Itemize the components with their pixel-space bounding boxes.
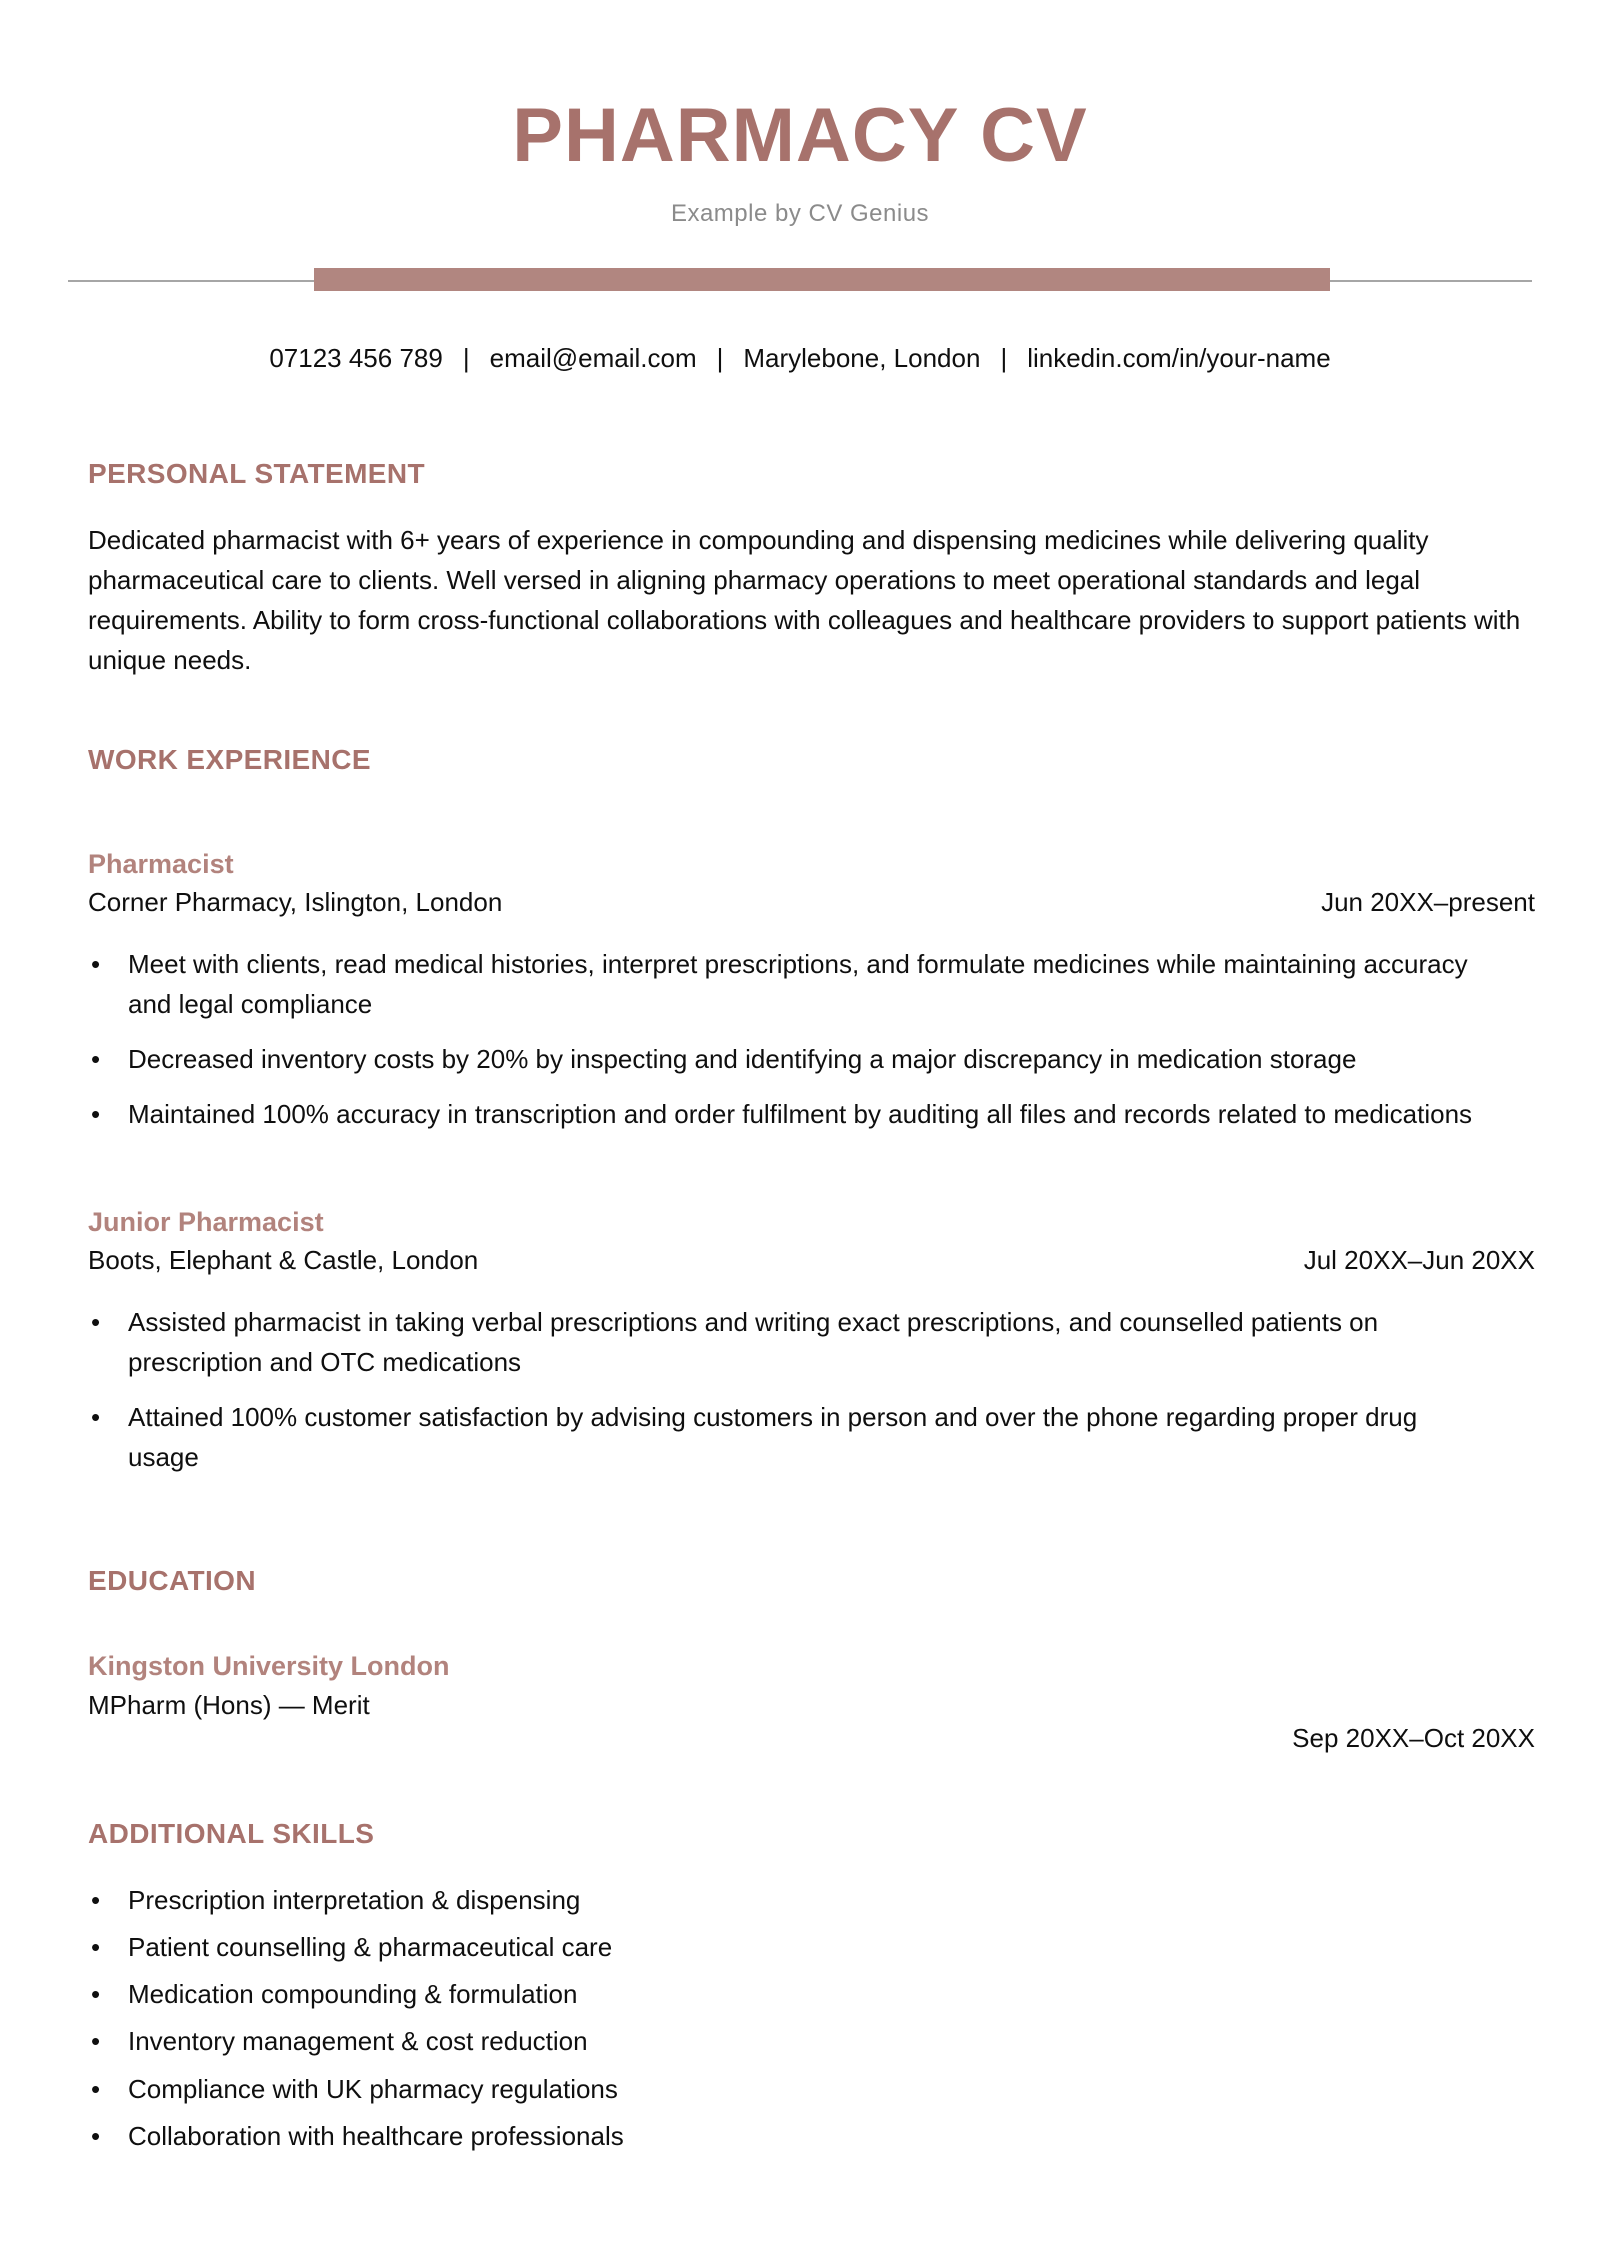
job-company: Boots, Elephant & Castle, London (88, 1245, 479, 1276)
personal-statement-heading: PERSONAL STATEMENT (88, 458, 425, 489)
contact-separator: | (1000, 343, 1008, 373)
job-dates: Jun 20XX–present (1321, 887, 1535, 918)
skill-item: • Patient counselling & pharmaceutical care (88, 1927, 1535, 1967)
skill-item: • Medication compounding & formulation (88, 1974, 1535, 2014)
divider-accent-bar (314, 268, 1330, 291)
job-entry-2 (88, 1207, 1535, 1477)
education-heading: EDUCATION (88, 1565, 256, 1597)
bullet-item: • Meet with clients, read medical histories, interpret prescriptions, and formulate medicines while maintaining accuracy and legal compliance (88, 944, 1535, 1024)
job-entry-1 (88, 849, 1535, 1134)
bullet-item: • Maintained 100% accuracy in transcription and order fulfilment by auditing all files and records related to medications (88, 1094, 1535, 1134)
personal-statement-text: Dedicated pharmacist with 6+ years of experience in compounding and dispensing medicines while delivering quality pharmaceutical care to clients. Well versed in aligning pharmacy operations to meet operational standards and legal requirements. Ability to form cross-functional collaborations with colleagues and healthcare providers to support patients with unique needs. (88, 525, 1521, 676)
school-name: Kingston University London (88, 1651, 450, 1682)
contact-email: email@email.com (489, 343, 697, 373)
cv-header (0, 93, 1600, 228)
section-education (88, 1565, 1535, 1754)
cv-body (0, 458, 1600, 2156)
degree: MPharm (Hons) — Merit (88, 1690, 370, 1721)
contact-linkedin: linkedin.com/in/your-name (1027, 343, 1331, 373)
contact-separator: | (462, 343, 470, 373)
job-bullet-list (88, 944, 1535, 1134)
job-dates: Jul 20XX–Jun 20XX (1303, 1245, 1535, 1276)
additional-skills-heading: ADDITIONAL SKILLS (88, 1818, 375, 1850)
header-divider (68, 268, 1532, 291)
job-bullet-list (88, 1302, 1535, 1477)
section-additional-skills (88, 1818, 1535, 2155)
section-work-experience (88, 744, 1535, 1477)
page-title: PHARMACY CV (512, 93, 1088, 178)
bullet-item: • Assisted pharmacist in taking verbal prescriptions and writing exact prescriptions, and counselled patients on prescription and OTC medications (88, 1302, 1535, 1382)
contact-line (0, 343, 1600, 374)
job-meta-row (88, 887, 1535, 918)
job-company: Corner Pharmacy, Islington, London (88, 887, 503, 918)
skill-item: • Compliance with UK pharmacy regulations (88, 2069, 1535, 2109)
contact-location: Marylebone, London (743, 343, 981, 373)
section-personal-statement (88, 458, 1535, 680)
job-title: Junior Pharmacist (88, 1207, 324, 1238)
contact-phone: 07123 456 789 (269, 343, 443, 373)
skill-item: • Collaboration with healthcare professionals (88, 2116, 1535, 2156)
job-title: Pharmacist (88, 849, 234, 880)
contact-separator: | (716, 343, 724, 373)
page-subtitle: Example by CV Genius (670, 200, 930, 227)
bullet-item: • Attained 100% customer satisfaction by advising customers in person and over the phone regarding proper drug usage (88, 1397, 1535, 1477)
education-dates: Sep 20XX–Oct 20XX (1292, 1723, 1535, 1754)
job-meta-row (88, 1245, 1535, 1276)
work-experience-heading: WORK EXPERIENCE (88, 744, 371, 776)
skill-item: • Inventory management & cost reduction (88, 2021, 1535, 2061)
skills-list (88, 1880, 1535, 2155)
bullet-item: • Decreased inventory costs by 20% by inspecting and identifying a major discrepancy in medication storage (88, 1039, 1535, 1079)
skill-item: • Prescription interpretation & dispensing (88, 1880, 1535, 1920)
